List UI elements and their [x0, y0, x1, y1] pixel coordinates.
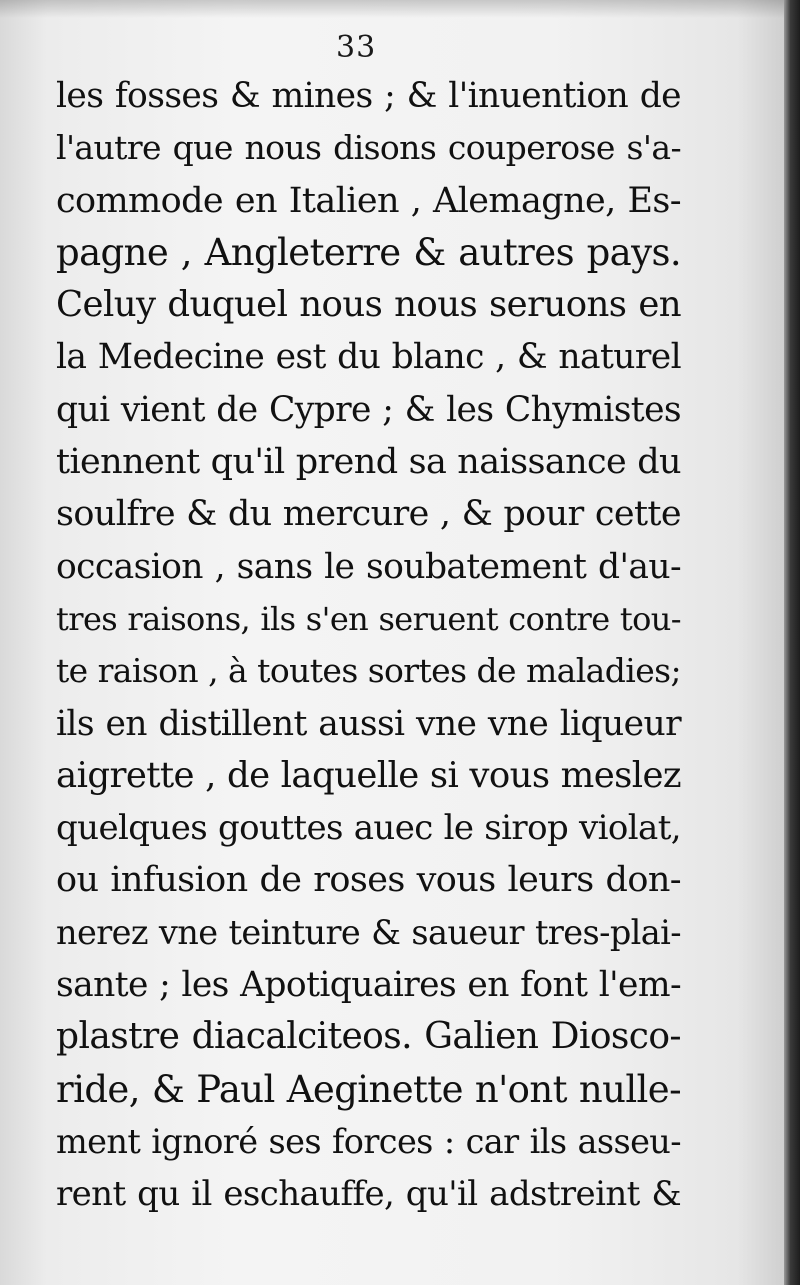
text-line: nerez vne teinture & saueur tres-plai-: [56, 912, 681, 952]
page-top-shadow: [0, 0, 784, 18]
text-line: tres raisons, ils s'en seruent contre tou-: [56, 599, 681, 638]
text-line: Celuy duquel nous nous seruons en: [56, 284, 681, 326]
text-line: ou infusion de roses vous leurs don-: [56, 860, 681, 901]
text-line: tiennent qu'il prend sa naissance du: [56, 442, 681, 483]
text-line: rent qu il eschauffe, qu'il adstreint &: [56, 1174, 681, 1215]
page-number: 33: [336, 30, 377, 65]
text-line: la Medecine est du blanc , & naturel: [56, 337, 681, 378]
text-line: pagne , Angleterre & autres pays.: [56, 230, 681, 274]
text-line: l'autre que nous disons couperose s'a-: [56, 128, 681, 168]
text-line: ment ignoré ses forces : car ils asseu-: [56, 1121, 681, 1161]
text-line: soulfre & du mercure , & pour cette: [56, 494, 681, 535]
text-line: commode en Italien , Alemagne, Es-: [56, 180, 681, 221]
text-line: plastre diacalciteos. Galien Dioscο-: [56, 1016, 681, 1058]
text-line: sante ; les Apotiquaires en font l'em-: [56, 965, 681, 1006]
page-binding-edge: [784, 0, 800, 1285]
text-line: te raison , à toutes sortes de maladies;: [56, 651, 681, 691]
text-line: ride, & Paul Aeginette n'ont nulle-: [56, 1067, 681, 1111]
text-line: qui vient de Cypre ; & les Chymistes: [56, 389, 681, 430]
text-line: ils en distillent aussi vne vne liqueur: [56, 703, 681, 744]
text-line: aigrette , de laquelle si vous meslez: [56, 754, 681, 796]
text-line: les fosses & mines ; & l'inuention de: [56, 76, 681, 116]
text-line: occasion , sans le soubatement d'au-: [56, 546, 681, 587]
text-line: quelques gouttes auec le sirop violat,: [56, 808, 681, 849]
text-block: [56, 70, 681, 1221]
